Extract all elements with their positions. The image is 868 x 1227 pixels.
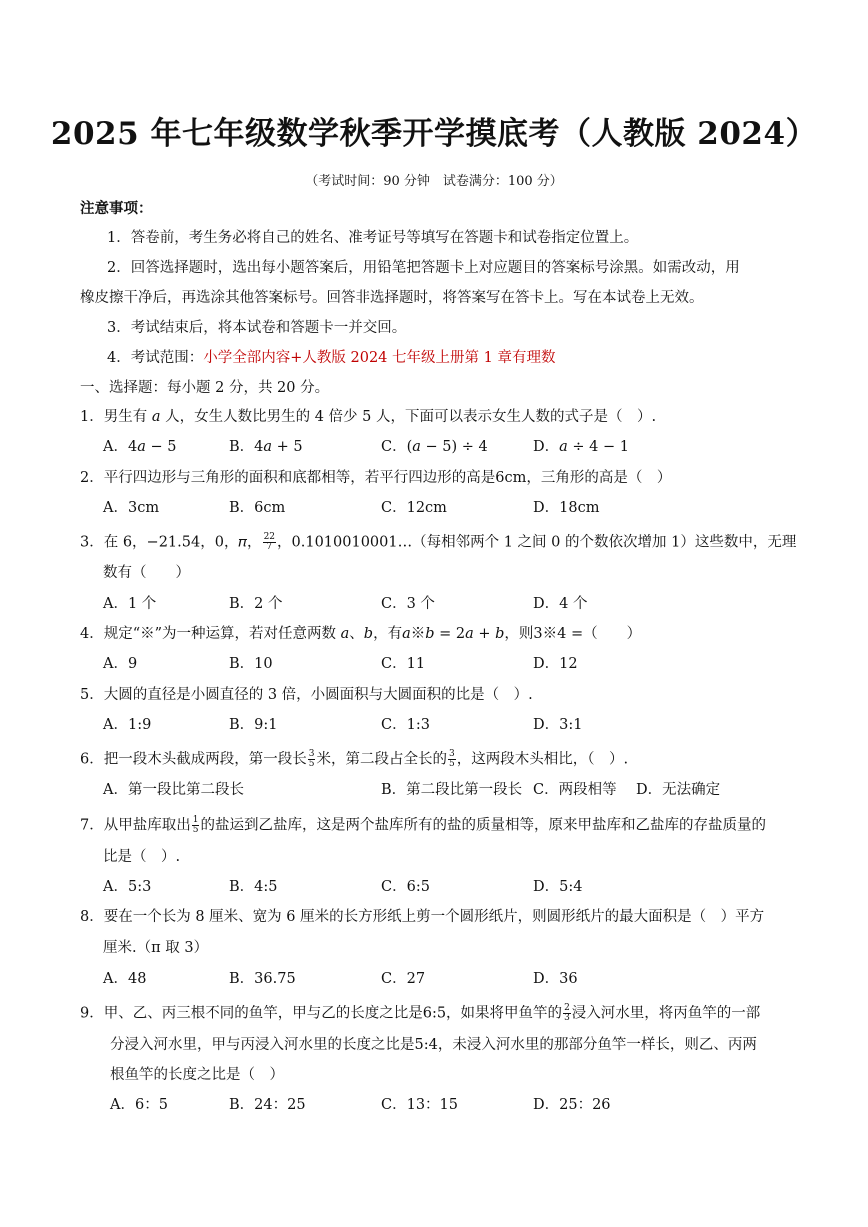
q6-frac1-den: 5 — [308, 759, 315, 769]
section-heading: 一、选择题：每小题 2 分，共 20 分。 — [80, 380, 330, 396]
question-9-cont-1: 分浸入河水里，甲与丙浸入河水里的长度之比是5:4，未浸入河水里的那部分鱼竿一样长，则乙、丙两 — [110, 1037, 757, 1053]
q5-option-c: C．1:3 — [381, 717, 430, 733]
notice-item-1: 1．答卷前，考生务必将自己的姓名、准考证号等填写在答题卡和试卷指定位置上。 — [107, 230, 639, 246]
q9-frac-num: 2 — [564, 1003, 570, 1013]
q7-frac-num: 1 — [192, 815, 199, 825]
q9-option-c: C．13：15 — [381, 1097, 458, 1113]
q8-option-c: C．27 — [381, 971, 426, 987]
q8-option-a: A．48 — [103, 971, 147, 987]
q1-option-a: A．4𝑎 − 5 — [103, 439, 177, 455]
question-7-cont: 比是（ ）. — [103, 849, 181, 865]
q6-fraction-1 — [308, 750, 316, 769]
q7-option-d: D．5:4 — [533, 879, 583, 895]
question-5: 5．大圆的直径是小圆直径的 3 倍，小圆面积与大圆面积的比是（ ）. — [80, 687, 533, 703]
q2-option-d: D．18cm — [533, 500, 600, 516]
question-3 — [80, 533, 796, 552]
q6-fraction-2 — [448, 750, 456, 769]
q3-frac-den: 7 — [266, 542, 273, 552]
question-6 — [80, 750, 628, 769]
scope-label: 4．考试范围： — [107, 350, 204, 366]
q7-frac-den: 5 — [192, 825, 199, 835]
q1-option-c: C．(𝑎 − 5) ÷ 4 — [381, 439, 488, 455]
q1-text-b: 人，女生人数比男生的 4 倍少 5 人，下面可以表示女生人数的式子是（ ）. — [160, 409, 657, 425]
q3-option-b: B．2 个 — [229, 596, 283, 612]
q6-option-a: A．第一段比第二段长 — [103, 782, 244, 798]
q3-option-c: C．3 个 — [381, 596, 435, 612]
q5-option-b: B．9:1 — [229, 717, 278, 733]
q3-text-b: ，0.1010010001…（每相邻两个 1 之间 0 的个数依次增加 1）这些数中，无理 — [277, 534, 797, 551]
q9-fraction — [563, 1004, 571, 1023]
notice-item-2-cont: 橡皮擦干净后，再选涂其他答案标号。回答非选择题时，将答案写在答卡上。写在本试卷上无效。 — [80, 290, 704, 306]
notice-item-4 — [107, 349, 555, 367]
q7-text-a: 7．从甲盐库取出 — [80, 817, 191, 834]
question-9-cont-2: 根鱼竿的长度之比是（ ） — [110, 1067, 284, 1083]
q9-option-b: B．24：25 — [229, 1097, 306, 1113]
question-1 — [80, 408, 656, 426]
q3-frac-num: 22 — [263, 532, 276, 542]
q2-option-b: B．6cm — [229, 500, 286, 516]
q8-option-d: D．36 — [533, 971, 578, 987]
q7-option-a: A．5:3 — [103, 879, 152, 895]
exam-info: （考试时间：90 分钟 试卷满分：100 分） — [305, 174, 563, 189]
q9-option-a: A．6：5 — [110, 1097, 168, 1113]
q1-text-a: 1．男生有 — [80, 409, 152, 425]
notice-item-3: 3．考试结束后，将本试卷和答题卡一并交回。 — [107, 320, 407, 336]
question-2: 2．平行四边形与三角形的面积和底都相等，若平行四边形的高是6cm，三角形的高是（ ） — [80, 470, 672, 486]
question-8: 8．要在一个长为 8 厘米、宽为 6 厘米的长方形纸上剪一个圆形纸片，则圆形纸片的最大面积是（ ）平方 — [80, 909, 765, 925]
q3-fraction — [263, 533, 276, 552]
question-3-cont: 数有（ ） — [103, 565, 190, 581]
page-title: 2025 年七年级数学秋季开学摸底考（人教版 2024） — [50, 116, 818, 152]
q2-option-a: A．3cm — [103, 500, 160, 516]
q1-var: a — [151, 409, 161, 425]
q6-option-d: D．无法确定 — [636, 782, 721, 798]
q4-option-c: C．11 — [381, 656, 426, 672]
q6-text-b: 米，第二段占全长的 — [316, 751, 447, 768]
q9-text-a: 9．甲、乙、丙三根不同的鱼竿，甲与乙的长度之比是6:5，如果将甲鱼竿的 — [80, 1005, 563, 1022]
question-7 — [80, 816, 766, 835]
question-8-cont: 厘米.（π 取 3） — [103, 940, 209, 956]
q9-text-b: 浸入河水里，将丙鱼竿的一部 — [571, 1005, 761, 1022]
q6-text-c: ，这两段木头相比，（ ）. — [456, 751, 629, 768]
q4-option-d: D．12 — [533, 656, 578, 672]
q7-text-b: 的盐运到乙盐库，这是两个盐库所有的盐的质量相等，原来甲盐库和乙盐库的存盐质量的 — [200, 817, 766, 834]
q1-option-b: B．4𝑎 + 5 — [229, 439, 303, 455]
q7-fraction — [192, 816, 200, 835]
q1-option-d: D．𝑎 ÷ 4 − 1 — [533, 439, 629, 455]
q6-frac1-num: 3 — [308, 749, 315, 759]
q5-option-a: A．1:9 — [103, 717, 152, 733]
q6-option-b: B．第二段比第一段长 — [381, 782, 523, 798]
notice-heading: 注意事项： — [80, 200, 153, 217]
q3-option-a: A．1 个 — [103, 596, 157, 612]
question-9 — [80, 1004, 760, 1023]
q6-frac2-den: 5 — [448, 759, 455, 769]
q7-option-c: C．6:5 — [381, 879, 430, 895]
q8-option-b: B．36.75 — [229, 971, 296, 987]
q4-option-b: B．10 — [229, 656, 273, 672]
q5-option-d: D．3:1 — [533, 717, 583, 733]
q6-text-a: 6．把一段木头截成两段，第一段长 — [80, 751, 307, 768]
scope-value: 小学全部内容+人教版 2024 七年级上册第 1 章有理数 — [203, 350, 556, 366]
q4-option-a: A．9 — [103, 656, 138, 672]
q2-option-c: C．12cm — [381, 500, 447, 516]
q7-option-b: B．4:5 — [229, 879, 278, 895]
q3-option-d: D．4 个 — [533, 596, 588, 612]
q9-option-d: D．25：26 — [533, 1097, 611, 1113]
notice-item-2: 2．回答选择题时，选出每小题答案后，用铅笔把答题卡上对应题目的答案标号涂黑。如需改动，用 — [107, 260, 740, 276]
q6-option-c: C．两段相等 — [533, 782, 617, 798]
q6-frac2-num: 3 — [448, 749, 455, 759]
q3-text-a: 3．在 6，−21.54，0，𝜋， — [80, 534, 262, 551]
q9-frac-den: 3 — [564, 1013, 570, 1023]
question-4: 4．规定“※”为一种运算，若对任意两数 𝑎、𝑏，有𝑎※𝑏 = 2𝑎 + 𝑏，则3※4 =（ ） — [80, 626, 642, 642]
